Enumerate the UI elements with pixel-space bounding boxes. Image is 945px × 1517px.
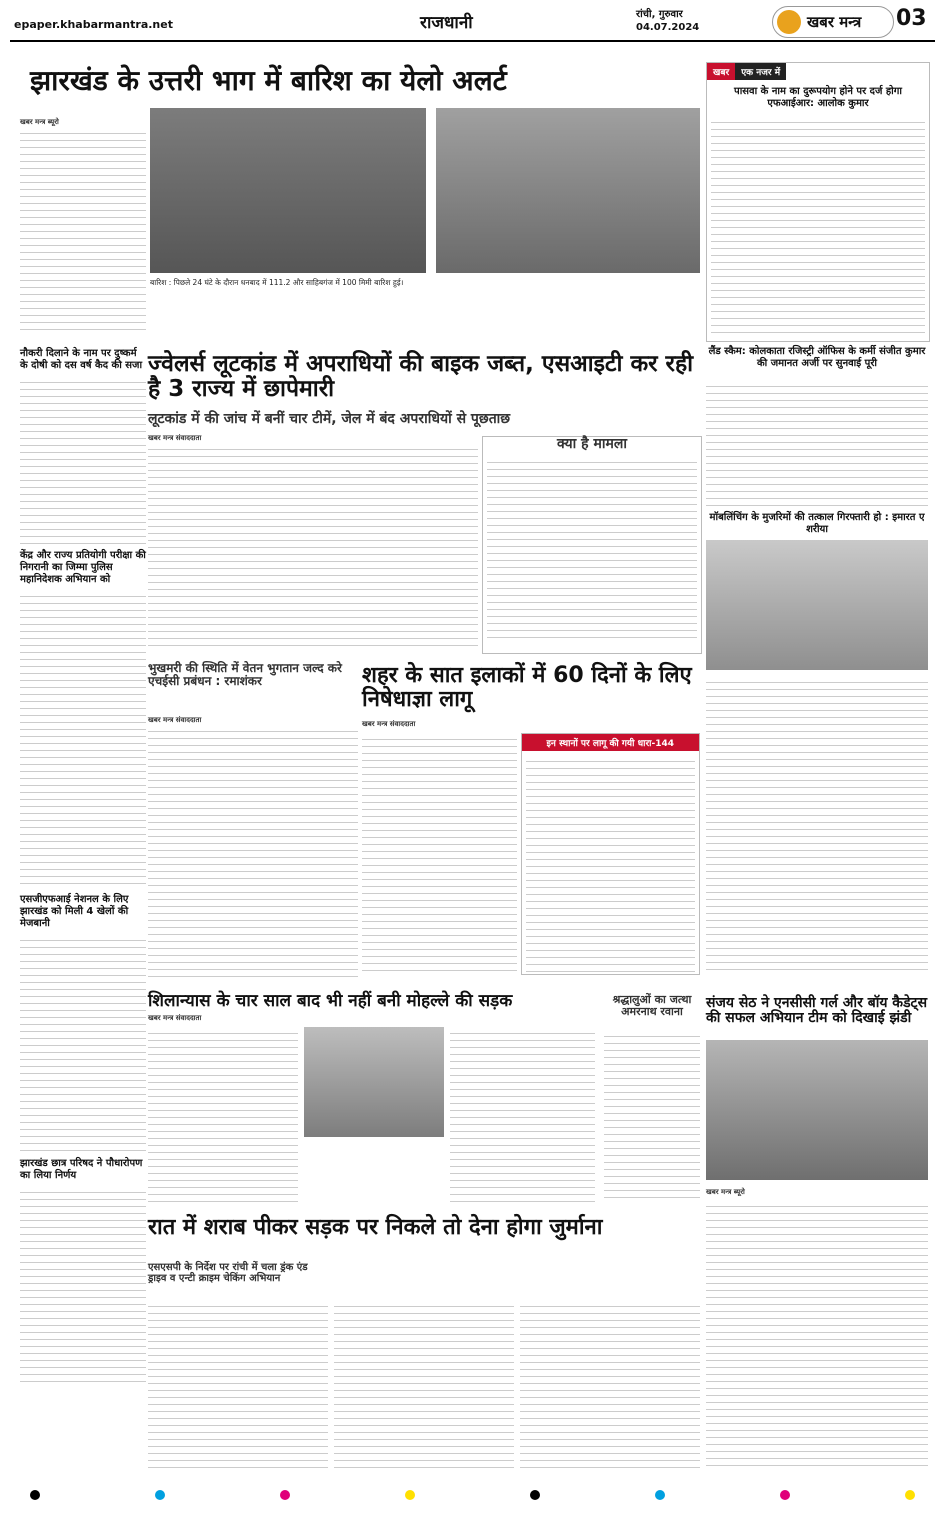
left-body-3 bbox=[20, 934, 146, 1154]
sidebar-tag: खबर bbox=[707, 63, 735, 80]
main-byline: खबर मन्त्र ब्यूरो bbox=[20, 118, 59, 126]
drunk-subhead: एसएसपी के निर्देश पर रांची में चला ड्रंक एंड ड्राइव व एन्टी क्राइम चेकिंग अभियान bbox=[148, 1262, 308, 1284]
main-headline: झारखंड के उत्तरी भाग में बारिश का येलो अलर्ट bbox=[30, 64, 507, 97]
salary-body bbox=[148, 716, 358, 986]
what-is-case-title: क्या है मामला bbox=[557, 436, 627, 452]
sidebar-body bbox=[711, 116, 925, 336]
mob-lynching-photo bbox=[706, 540, 928, 670]
reg-dot bbox=[780, 1490, 790, 1500]
road-byline: खबर मन्त्र संवाददाता bbox=[148, 1014, 202, 1022]
mob-lynching-body bbox=[706, 676, 928, 976]
left-h3: एसजीएफआई नेशनल के लिए झारखंड को मिली 4 खेलों की मेजबानी bbox=[20, 894, 129, 929]
section144-body bbox=[362, 720, 700, 980]
amarnath-body bbox=[604, 1030, 700, 1200]
section144-byline: खबर मन्त्र संवाददाता bbox=[362, 720, 416, 728]
road-body bbox=[148, 1014, 598, 1204]
main-text-col bbox=[20, 118, 146, 338]
left-h1: नौकरी दिलाने के नाम पर दुष्कर्म के दोषी को दस वर्ष कैद की सजा bbox=[20, 348, 143, 371]
left-h4: झारखंड छात्र परिषद ने पौधारोपण का लिया निर्णय bbox=[20, 1158, 143, 1181]
road-text bbox=[148, 1027, 298, 1203]
section144-text bbox=[362, 733, 517, 973]
dateline bbox=[636, 8, 699, 34]
drunk-text-2 bbox=[334, 1300, 514, 1470]
road-photo bbox=[304, 1027, 444, 1137]
jewellers-text bbox=[148, 443, 478, 651]
main-body bbox=[20, 127, 146, 335]
road-headline: शिलान्यास के चार साल बाद भी नहीं बनी मोहल्ले की सड़क bbox=[148, 991, 513, 1011]
drunk-headline: रात में शराब पीकर सड़क पर निकले तो देना होगा जुर्माना bbox=[148, 1215, 603, 1240]
left-column bbox=[20, 348, 146, 1448]
ncc-body bbox=[706, 1200, 928, 1470]
print-registration-marks bbox=[30, 1490, 915, 1502]
jewellers-subhead: लूटकांड में की जांच में बनीं चार टीमें, जेल में बंद अपराधियों से पूछताछ bbox=[148, 411, 511, 427]
rain-photo-1 bbox=[150, 108, 426, 273]
salary-headline: भुखमरी की स्थिति में वेतन भुगतान जल्द करे एचईसी प्रबंधन : रमाशंकर bbox=[148, 661, 342, 689]
sidebar-top bbox=[706, 62, 930, 342]
amarnath-headline: श्रद्धालुओं का जत्था अमरनाथ रवाना bbox=[612, 993, 692, 1019]
site-url[interactable]: epaper.khabarmantra.net bbox=[14, 18, 173, 31]
ncc-headline: संजय सेठ ने एनसीसी गर्ल और बॉय कैडेट्स की सफल अभियान टीम को दिखाई झंडी bbox=[706, 995, 928, 1027]
drunk-text-1 bbox=[148, 1300, 328, 1470]
salary-text bbox=[148, 725, 358, 983]
left-h2: केंद्र और राज्य प्रतियोगी परीक्षा की निगरानी का जिम्मा पुलिस महानिदेशक अभियान को bbox=[20, 550, 146, 585]
land-scam-headline: लैंड स्कैम: कोलकाता रजिस्ट्री ऑफिस के कर्मी संजीत कुमार की जमानत अर्जी पर सुनवाई पूरी bbox=[708, 346, 926, 369]
header-rule bbox=[10, 40, 935, 42]
section144-box bbox=[521, 733, 700, 975]
date: 04.07.2024 bbox=[636, 22, 700, 33]
brand-name: खबर मन्त्र bbox=[807, 13, 862, 31]
reg-dot bbox=[530, 1490, 540, 1500]
mob-lynching-headline: मॉबलिंचिंग के मुजरिमों की तत्काल गिरफ्तारी हो : इमारत ए शरीया bbox=[709, 512, 925, 535]
road-text-2 bbox=[450, 1027, 595, 1203]
section144-box-title: इन स्थानों पर लागू की गयी धारा-144 bbox=[522, 734, 699, 751]
rain-photo-2 bbox=[436, 108, 700, 273]
left-body-4 bbox=[20, 1186, 146, 1386]
reg-dot bbox=[655, 1490, 665, 1500]
ncc-byline: खबर मन्त्र ब्यूरो bbox=[706, 1188, 745, 1196]
main-caption: बारिश : पिछले 24 घंटे के दौरान धनबाद में 111.2 और साहिबगंज में 100 मिमी बारिश हुई। bbox=[150, 278, 404, 287]
sidebar-title: एक नजर में bbox=[735, 63, 786, 80]
reg-dot bbox=[280, 1490, 290, 1500]
section144-box-list bbox=[526, 755, 695, 973]
sidebar-headline: पासवा के नाम का दुरूपयोग होने पर दर्ज होगा एफआईआर: आलोक कुमार bbox=[734, 86, 902, 109]
jewellers-body bbox=[148, 434, 478, 654]
page-number: 03 bbox=[896, 6, 927, 31]
what-is-case-text bbox=[487, 456, 697, 644]
drunk-text-3 bbox=[520, 1300, 700, 1470]
left-body-1 bbox=[20, 376, 146, 546]
reg-dot bbox=[905, 1490, 915, 1500]
reg-dot bbox=[155, 1490, 165, 1500]
drunk-body bbox=[148, 1300, 700, 1470]
what-is-case-box bbox=[482, 436, 702, 654]
left-body-2 bbox=[20, 590, 146, 890]
salary-byline: खबर मन्त्र संवाददाता bbox=[148, 716, 202, 724]
city-day: रांची, गुरुवार bbox=[636, 9, 683, 20]
reg-dot bbox=[30, 1490, 40, 1500]
ncc-photo bbox=[706, 1040, 928, 1180]
jewellers-byline: खबर मन्त्र संवाददाता bbox=[148, 434, 202, 442]
section144-headline: शहर के सात इलाकों में 60 दिनों के लिए निषेधाज्ञा लागू bbox=[362, 663, 692, 713]
section-title: राजधानी bbox=[420, 13, 473, 33]
land-scam-body bbox=[706, 380, 928, 510]
jewellers-headline: ज्वेलर्स लूटकांड में अपराधियों की बाइक जब्त, एसआइटी कर रही है 3 राज्य में छापेमारी bbox=[148, 351, 694, 403]
brand-badge bbox=[772, 6, 894, 38]
brand-logo-icon bbox=[777, 10, 801, 34]
reg-dot bbox=[405, 1490, 415, 1500]
